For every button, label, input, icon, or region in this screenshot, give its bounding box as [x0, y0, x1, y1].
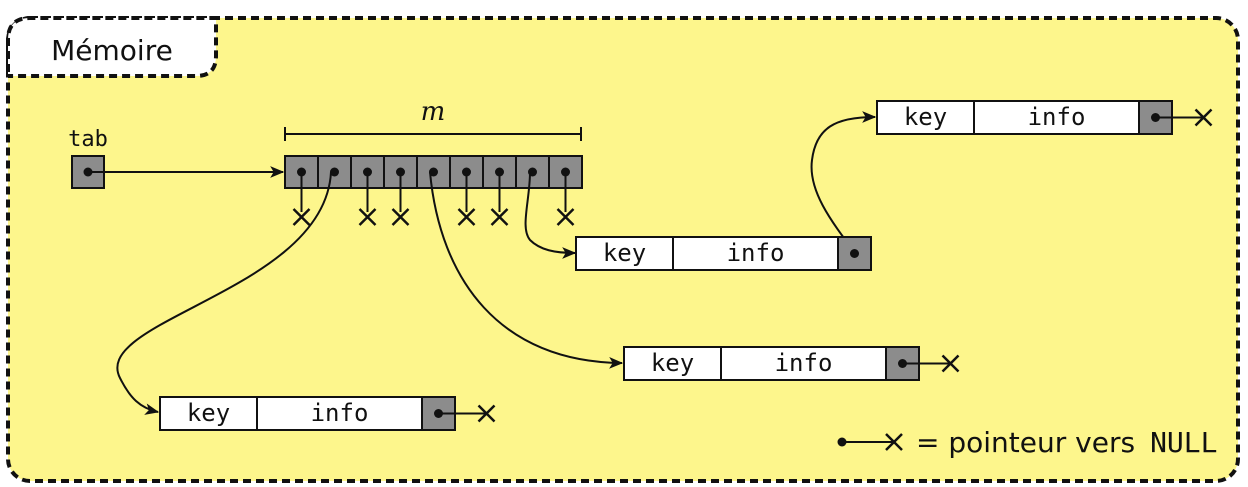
next-pointer-dot	[850, 249, 859, 258]
bucket-cell-7	[516, 156, 549, 188]
key-label: key	[602, 239, 647, 267]
list-node-3	[877, 101, 1212, 134]
array-size-label: m	[420, 97, 446, 127]
memory-title-tab	[8, 18, 216, 76]
list-node-1	[576, 237, 871, 270]
key-label: key	[903, 103, 948, 131]
key-label: key	[650, 349, 695, 377]
memory-title: Mémoire	[51, 34, 173, 67]
list-node-2	[624, 347, 959, 380]
info-label: info	[1027, 103, 1086, 131]
legend-text	[916, 426, 1218, 459]
info-label: info	[310, 399, 369, 427]
legend-description: = pointeur vers	[916, 426, 1136, 459]
info-label: info	[774, 349, 833, 377]
bucket-cell-1	[318, 156, 351, 188]
info-label: info	[726, 239, 785, 267]
tab-label: tab	[68, 127, 108, 152]
list-node-0	[160, 397, 495, 430]
bucket-cell-4	[417, 156, 450, 188]
key-label: key	[186, 399, 231, 427]
legend-null-word: NULL	[1150, 426, 1218, 459]
